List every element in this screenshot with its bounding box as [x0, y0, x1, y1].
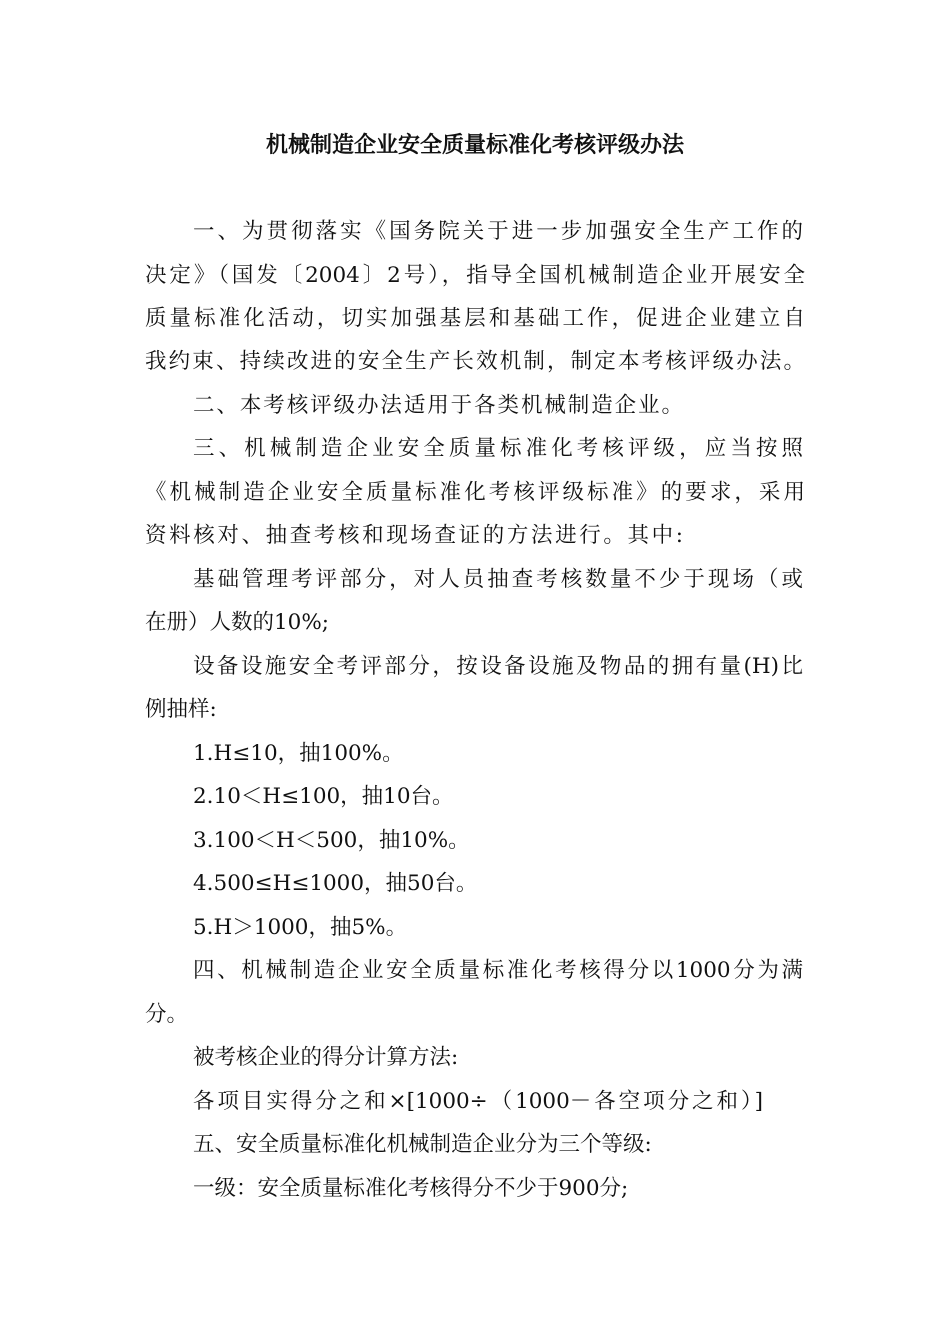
list-item: 5.H＞1000，抽5%。 [193, 915, 408, 940]
paragraph-line: 基础管理考评部分，对人员抽查考核数量不少于现场（或 [193, 567, 803, 592]
formula-line: 各项目实得分之和×[1000÷（1000－各空项分之和）] [193, 1089, 763, 1114]
paragraph-line: 一级：安全质量标准化考核得分不少于900分; [193, 1176, 629, 1201]
paragraph-line: 例抽样: [145, 697, 217, 722]
paragraph-line: 被考核企业的得分计算方法: [193, 1045, 459, 1070]
paragraph-line: 资料核对、抽查考核和现场查证的方法进行。其中: [145, 523, 683, 548]
list-item: 4.500≤H≤1000，抽50台。 [193, 871, 478, 896]
list-item: 1.H≤10，抽100%。 [193, 741, 404, 766]
paragraph-line: 质量标准化活动，切实加强基层和基础工作，促进企业建立自 [145, 306, 805, 331]
paragraph-line: 二、本考核评级办法适用于各类机械制造企业。 [193, 393, 683, 418]
paragraph-line: 决定》（国发〔2004〕2号），指导全国机械制造企业开展安全 [145, 263, 805, 288]
list-item: 2.10＜H≤100，抽10台。 [193, 784, 454, 809]
paragraph-line: 我约束、持续改进的安全生产长效机制，制定本考核评级办法。 [145, 349, 805, 374]
paragraph-line: 五、安全质量标准化机械制造企业分为三个等级: [193, 1132, 652, 1157]
paragraph-line: 在册）人数的10%; [145, 610, 330, 635]
list-item: 3.100＜H＜500，抽10%。 [193, 828, 470, 853]
paragraph-line: 三、机械制造企业安全质量标准化考核评级，应当按照 [193, 436, 803, 461]
document-title: 机械制造企业安全质量标准化考核评级办法 [265, 133, 684, 158]
paragraph-line: 《机械制造企业安全质量标准化考核评级标准》的要求，采用 [145, 480, 805, 505]
paragraph-line: 四、机械制造企业安全质量标准化考核得分以1000分为满 [193, 958, 803, 983]
paragraph-line: 分。 [145, 1002, 189, 1027]
paragraph-line: 一、为贯彻落实《国务院关于进一步加强安全生产工作的 [193, 219, 803, 244]
paragraph-line: 设备设施安全考评部分，按设备设施及物品的拥有量(H)比 [193, 654, 803, 679]
